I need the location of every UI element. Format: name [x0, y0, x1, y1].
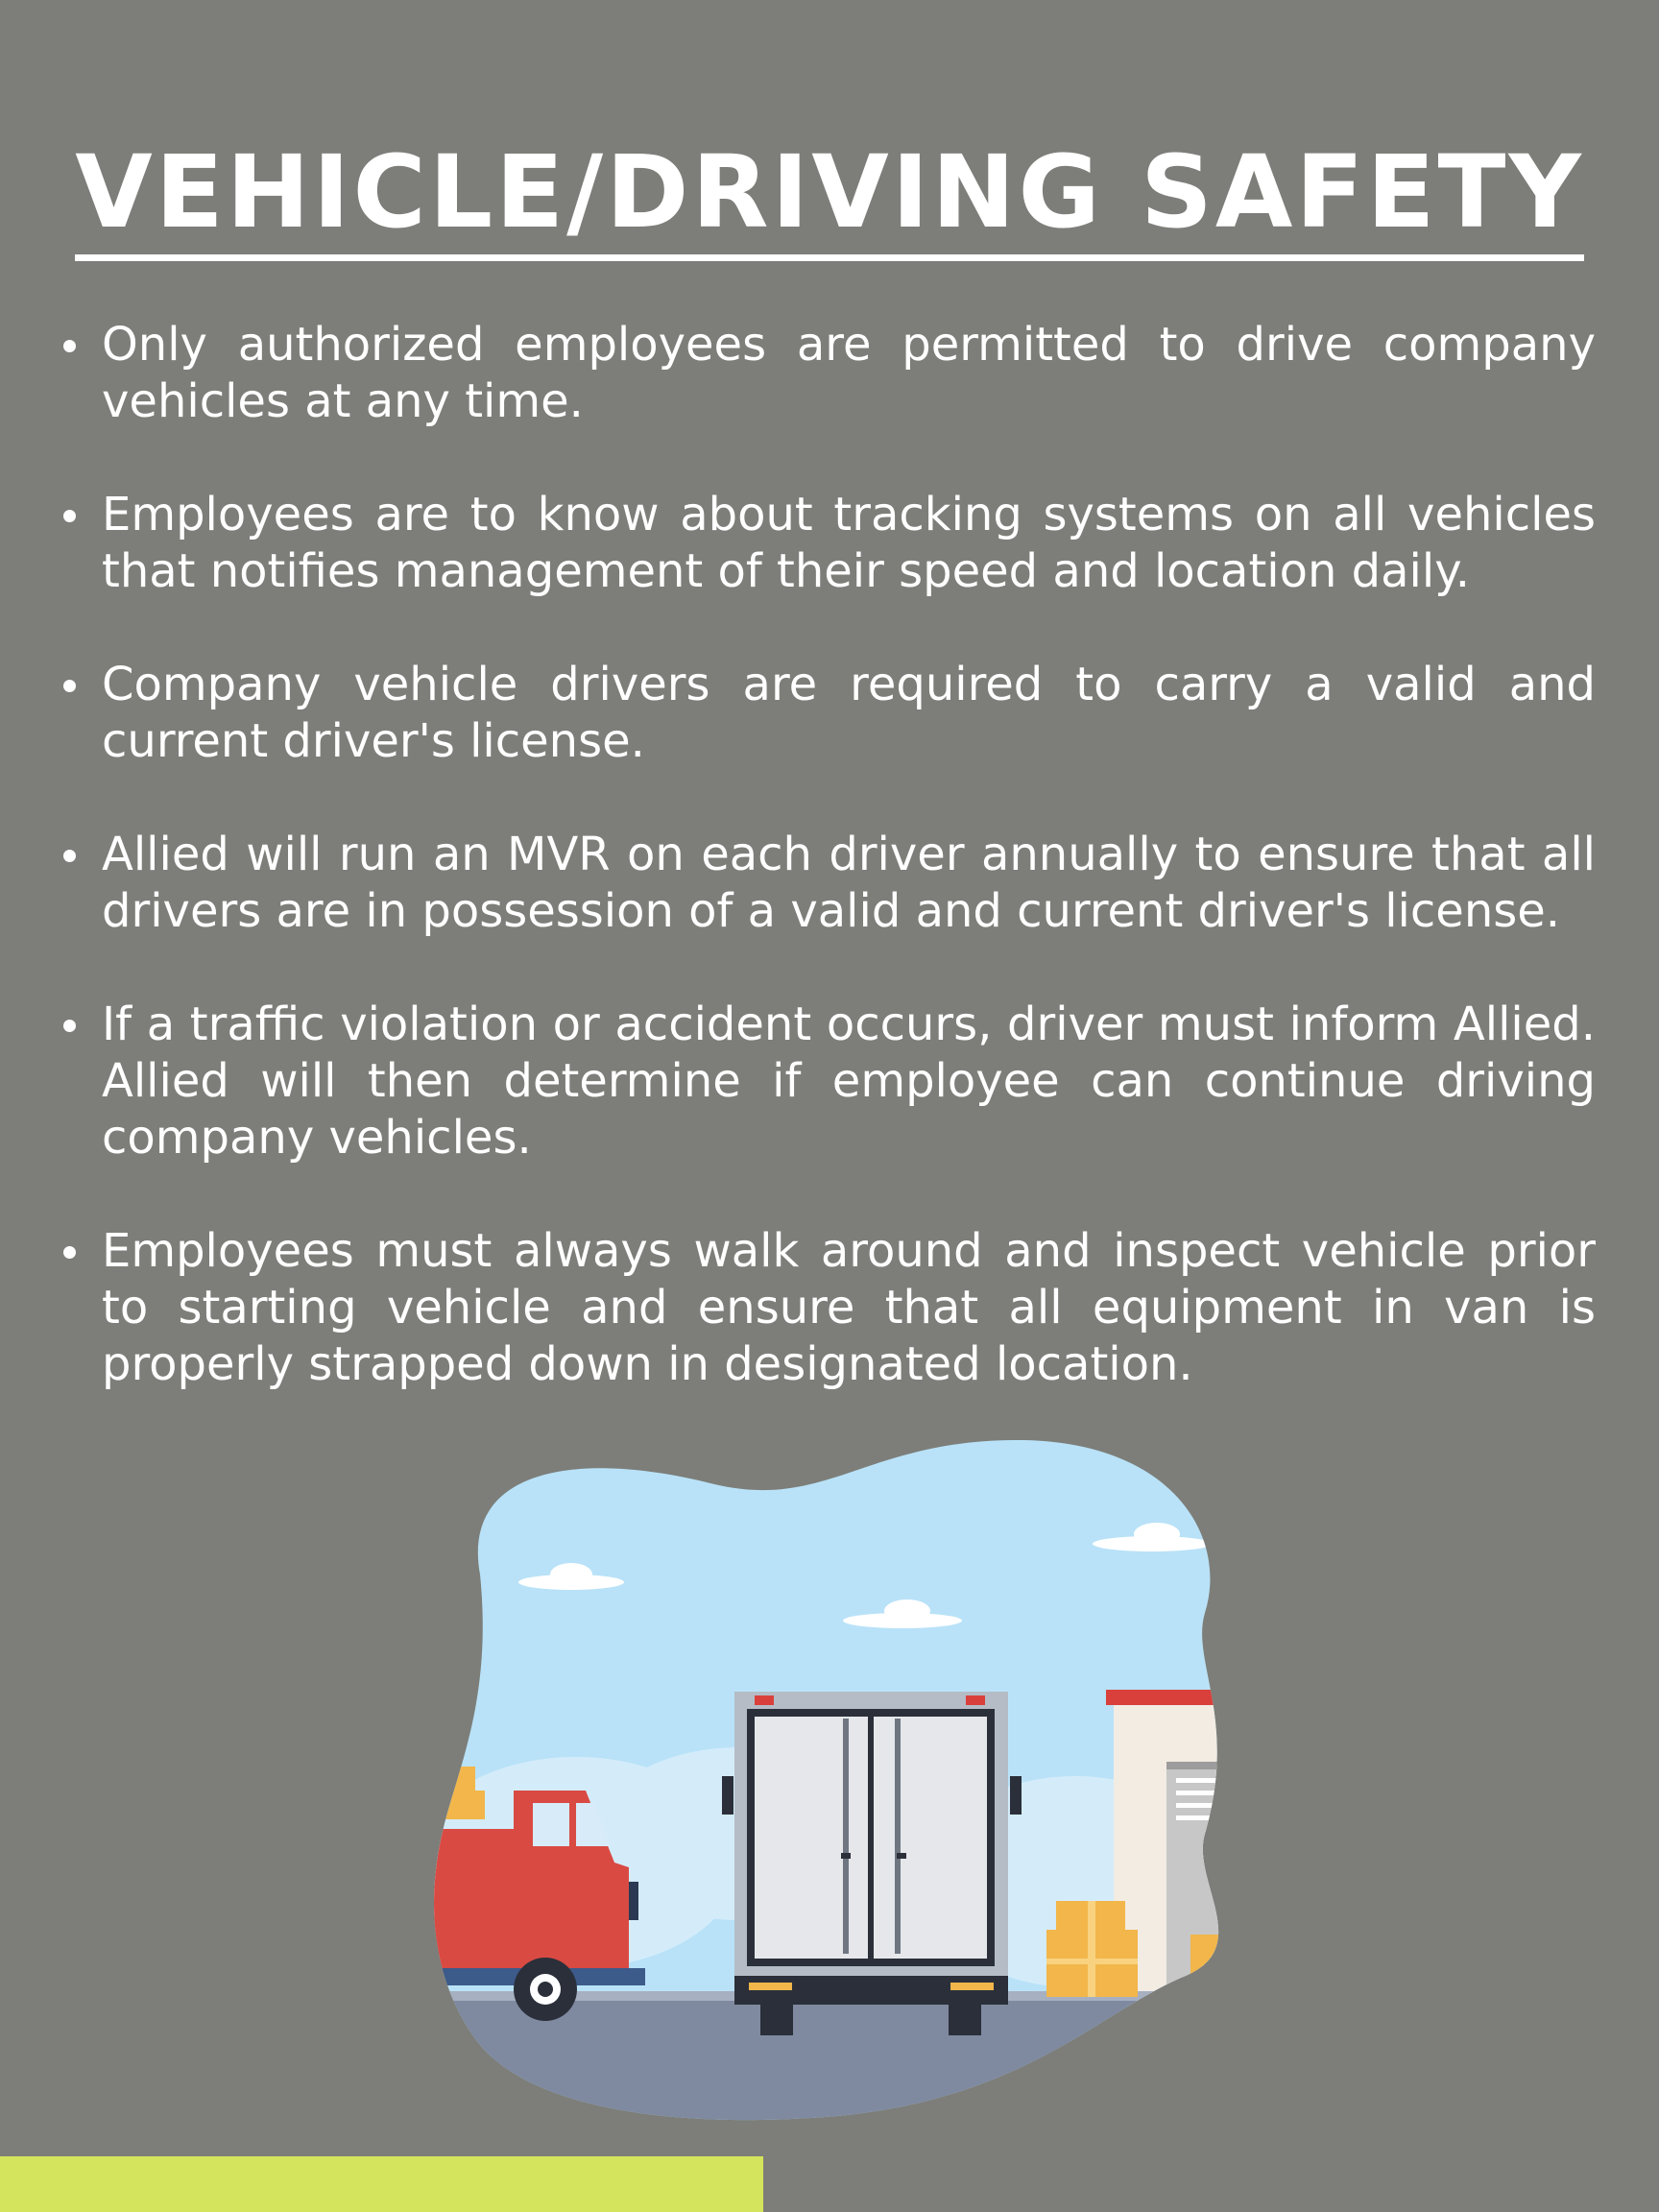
list-item: Employees are to know about tracking systems on all vehicles that notifies management of their speed and location daily.	[58, 487, 1596, 600]
list-item: Company vehicle drivers are required to carry a valid and current driver's license.	[58, 657, 1596, 770]
list-item: Only authorized employees are permitted to drive company vehicles at any time.	[58, 317, 1596, 430]
list-item: Employees must always walk around and inspect vehicle prior to starting vehicle and ensure that all equipment in van is properly strapped down in designated location.	[58, 1223, 1596, 1393]
safety-rules-list	[58, 317, 1596, 1450]
page-title	[0, 133, 1659, 251]
list-item: Allied will run an MVR on each driver annually to ensure that all drivers are in possession of a valid and current driver's license.	[58, 827, 1596, 940]
delivery-trucks-illustration	[422, 1431, 1363, 2131]
box-truck-rear-icon	[722, 1692, 1022, 2035]
illustration-scene	[422, 1431, 1363, 2131]
list-item: If a traffic violation or accident occurs, driver must inform Allied. Allied will then determine if employee can continue driving company vehicles.	[58, 997, 1596, 1166]
warehouse-icon	[1106, 1690, 1363, 2011]
page-title-text: VEHICLE/DRIVING SAFETY	[75, 133, 1584, 261]
accent-bar	[0, 2156, 763, 2212]
